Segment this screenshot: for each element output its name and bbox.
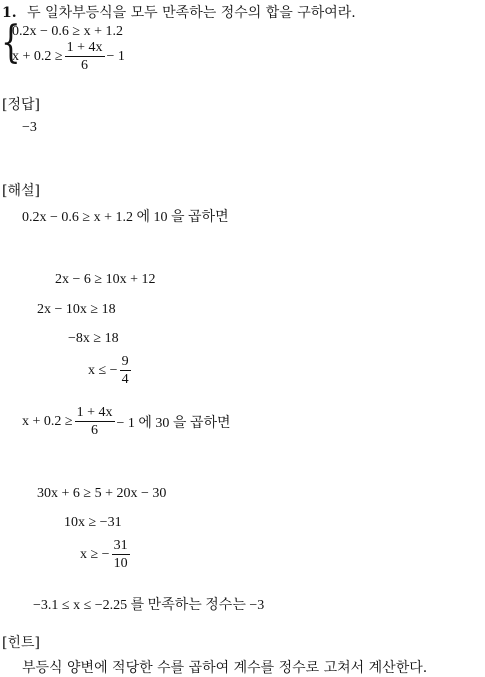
- explanation-step-1: 2x − 6 ≥ 10x + 12: [55, 272, 156, 287]
- inequality-2-fraction: [65, 40, 105, 73]
- explanation-step-5: 30x + 6 ≥ 5 + 20x − 30: [37, 486, 167, 501]
- step-4-left: x ≤ −: [88, 362, 118, 378]
- explanation-line-2: [22, 405, 231, 438]
- fraction-numerator: 1 + 4x: [76, 405, 113, 420]
- problem-heading: [2, 2, 356, 22]
- hint-label: [힌트]: [2, 635, 40, 651]
- inequality-2: [12, 40, 125, 73]
- explanation-conclusion: −3.1 ≤ x ≤ −2.25 를 만족하는 정수는 −3: [33, 598, 265, 613]
- hint-text: 부등식 양변에 적당한 수를 곱하여 계수를 정수로 고쳐서 계산한다.: [22, 660, 428, 676]
- step-4-fraction: [120, 354, 131, 387]
- line-2-fraction: [75, 405, 115, 438]
- explanation-line-1: 0.2x − 0.6 ≥ x + 1.2 에 10 을 곱하면: [22, 210, 229, 225]
- fraction-denominator: 6: [91, 423, 99, 438]
- inequality-1: 0.2x − 0.6 ≥ x + 1.2: [12, 24, 123, 39]
- inequality-2-right: − 1: [106, 48, 125, 64]
- answer-label: [정답]: [2, 97, 40, 113]
- line-2-left: x + 0.2 ≥: [22, 413, 73, 429]
- inequality-2-left: x + 0.2 ≥: [12, 48, 63, 64]
- fraction-numerator: 31: [113, 538, 128, 553]
- fraction-numerator: 9: [121, 354, 129, 369]
- fraction-numerator: 1 + 4x: [66, 40, 103, 55]
- step-7-left: x ≥ −: [80, 546, 110, 562]
- explanation-label: [해설]: [2, 183, 40, 199]
- fraction-denominator: 10: [113, 556, 128, 571]
- answer-value: −3: [22, 120, 37, 135]
- fraction-denominator: 4: [121, 372, 129, 387]
- explanation-step-2: 2x − 10x ≥ 18: [37, 302, 116, 317]
- explanation-step-6: 10x ≥ −31: [64, 515, 122, 530]
- step-7-fraction: [112, 538, 130, 571]
- fraction-denominator: 6: [81, 58, 89, 73]
- line-2-right: − 1 에 30 을 곱하면: [116, 415, 231, 431]
- system-brace: {: [1, 17, 21, 68]
- explanation-step-4: [88, 354, 133, 387]
- explanation-step-7: [80, 538, 132, 571]
- explanation-step-3: −8x ≥ 18: [68, 331, 119, 346]
- problem-question: 두 일차부등식을 모두 만족하는 정수의 합을 구하여라.: [27, 5, 356, 21]
- problem-number: 1.: [2, 5, 17, 21]
